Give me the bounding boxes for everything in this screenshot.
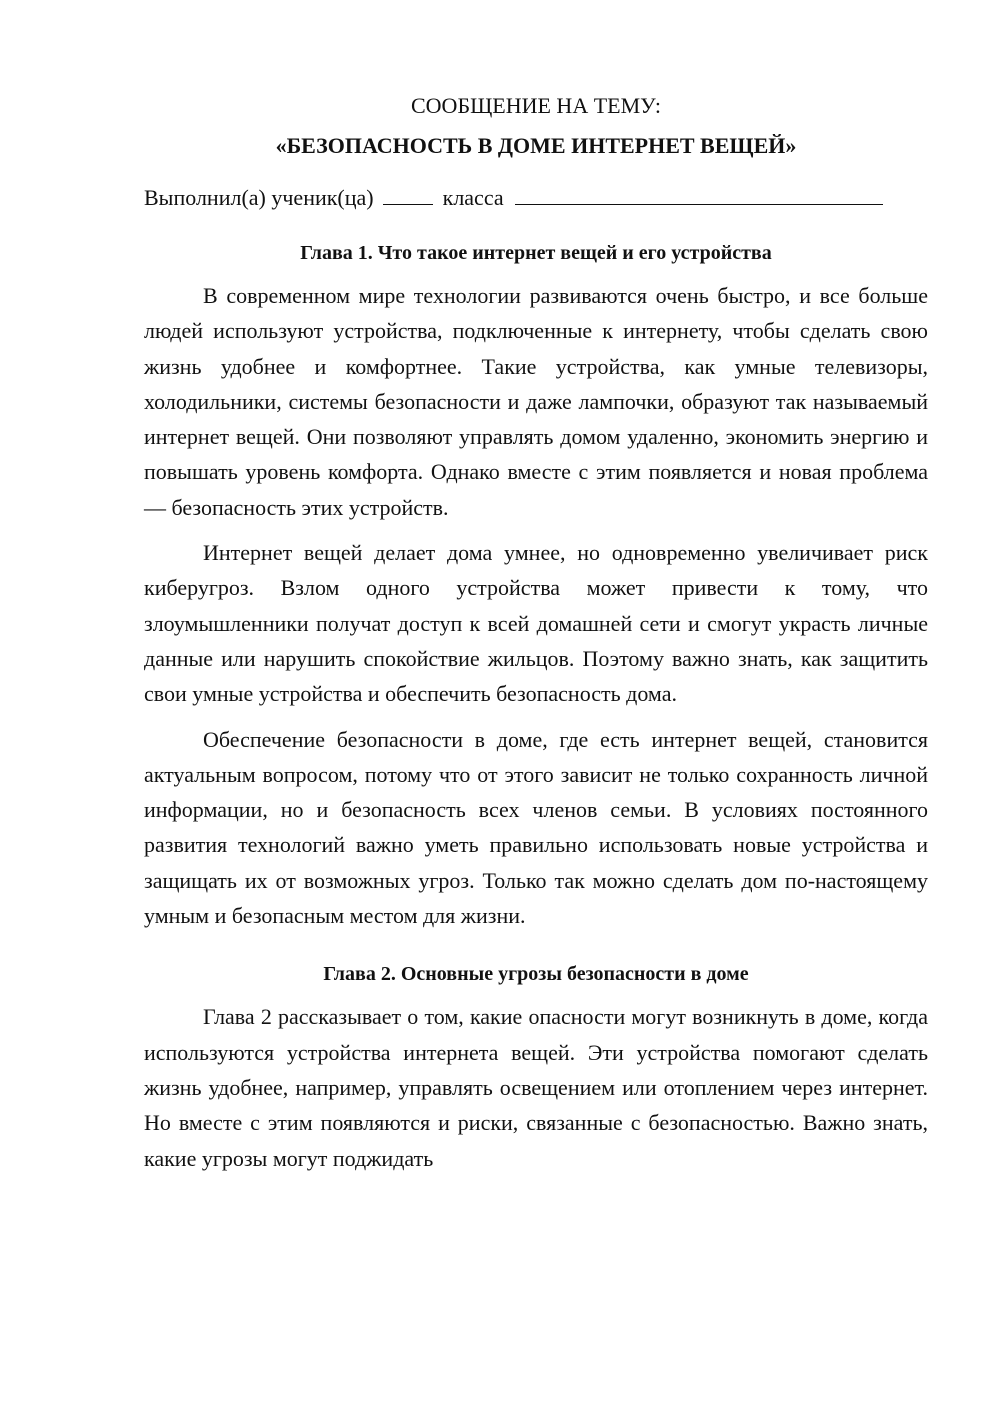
chapter-1-heading: Глава 1. Что такое интернет вещей и его устройства (300, 242, 772, 264)
document-content (144, 88, 928, 1186)
chapter-2-heading: Глава 2. Основные угрозы безопасности в доме (323, 963, 749, 986)
author-line (144, 182, 928, 214)
title-topic: СООБЩЕНИЕ НА ТЕМУ: (411, 93, 661, 118)
chapter-2-paragraph-1: Глава 2 рассказывает о том, какие опасности могут возникнуть в доме, когда используются устройства интернета вещей. Эти устройства помогают сделать жизнь удобнее, например, управлять освещением или отоплением через интернет. Но вместе с этим появляются и риски, связанные с безопасностью. Важно знать, какие угрозы могут поджидать (144, 1004, 928, 1171)
author-label: Выполнил(а) ученик(ца) (144, 185, 374, 210)
grade-blank (383, 182, 433, 205)
chapter-1-paragraph-2: Интернет вещей делает дома умнее, но одновременно увеличивает риск киберугроз. Взлом одного устройства может привести к тому, что злоумышленники получат доступ к всей домашней сети и смогут украсть личные данные или нарушить спокойствие жильцов. Поэтому важно знать, как защитить свои умные устройства и обеспечить безопасность дома. (144, 540, 928, 707)
class-label: класса (442, 185, 504, 210)
name-blank (515, 182, 883, 205)
chapter-1-paragraph-1: В современном мире технологии развиваются очень быстро, и все больше людей используют устройства, подключенные к интернету, чтобы сделать свою жизнь удобнее и комфортнее. Такие устройства, как умные телевизоры, холодильники, системы безопасности и даже лампочки, образуют так называемый интернет вещей. Они позволяют управлять домом удаленно, экономить энергию и повышать уровень комфорта. Однако вместе с этим появляется и новая проблема — безопасность этих устройств. (144, 283, 928, 520)
chapter-1-paragraph-3: Обеспечение безопасности в доме, где есть интернет вещей, становится актуальным вопросом, потому что от этого зависит не только сохранность личной информации, но и безопасность всех членов семьи. В условиях постоянного развития технологий важно уметь правильно использовать новые устройства и защищать их от возможных угроз. Только так можно сделать дом по-настоящему умным и безопасным местом для жизни. (144, 726, 928, 929)
title-main: «БЕЗОПАСНОСТЬ В ДОМЕ ИНТЕРНЕТ ВЕЩЕЙ» (275, 133, 797, 158)
